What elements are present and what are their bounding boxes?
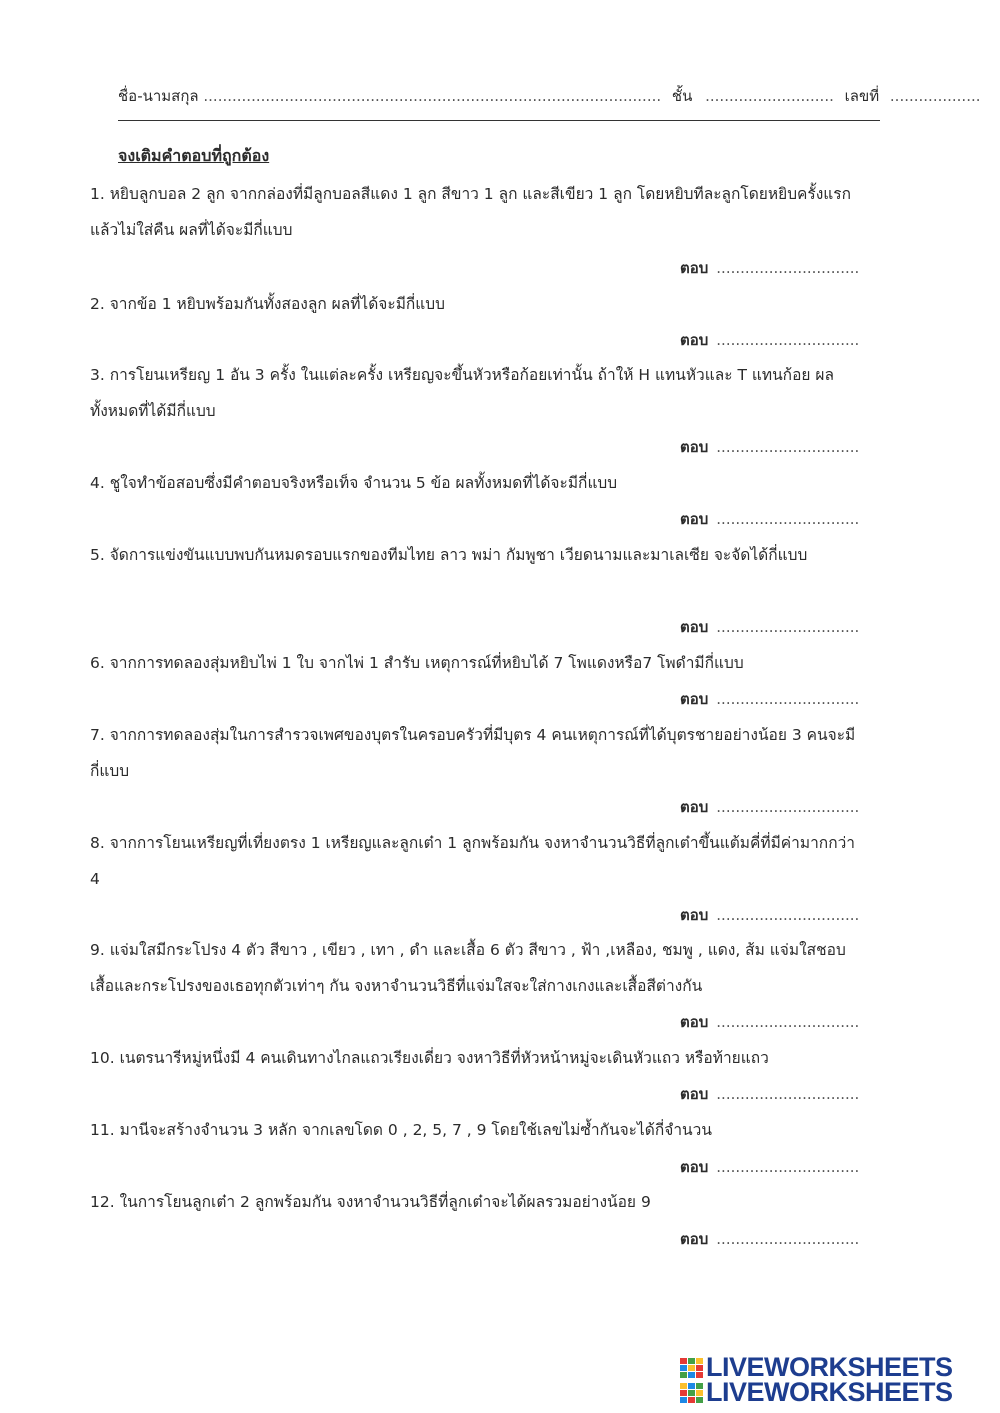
liveworksheets-logo (680, 1352, 980, 1407)
question-12: 12. ในการโยนลูกเต๋า 2 ลูกพร้อมกัน จงหาจำนวนวิธีที่ลูกเต๋าจะได้ผลรวมอย่างน้อย 9 (90, 1193, 651, 1211)
logo-blocks-icon (680, 1358, 703, 1378)
name-label: ชื่อ-นามสกุล (118, 87, 199, 105)
logo-row-2 (680, 1377, 980, 1407)
answer-label: ตอบ (680, 1158, 709, 1176)
question-10: 10. เนตรนารีหมู่หนึ่งมี 4 คนเดินทางไกลแถวเรียงเดี่ยว จงหาวิธีที่หัวหน้าหมู่จะเดินหัวแถว หรือท้ายแถว (90, 1049, 769, 1067)
student-info-header (118, 86, 981, 106)
question-6: 6. จากการทดลองสุ่มหยิบไพ่ 1 ใบ จากไพ่ 1 สำรับ เหตุการณ์ที่หยิบได้ 7 โพแดงหรือ7 โพดำมีกี่แบบ (90, 654, 744, 672)
answer-3[interactable] (680, 437, 870, 457)
instruction-heading: จงเติมคำตอบที่ถูกต้อง (118, 146, 270, 165)
question-4: 4. ชูใจทำข้อสอบซึ่งมีคำตอบจริงหรือเท็จ จำนวน 5 ข้อ ผลทั้งหมดที่ได้จะมีกี่แบบ (90, 474, 618, 492)
logo-blocks-icon (680, 1383, 703, 1403)
answer-field[interactable]: .............................. (716, 798, 860, 816)
answer-10[interactable] (680, 1084, 870, 1104)
answer-field[interactable]: .............................. (716, 1230, 860, 1248)
answer-1[interactable] (680, 258, 870, 278)
answer-label: ตอบ (680, 510, 709, 528)
class-field[interactable]: ........................... (705, 87, 834, 105)
answer-field[interactable]: .............................. (716, 438, 860, 456)
answer-label: ตอบ (680, 259, 709, 277)
number-label: เลขที่ (844, 87, 880, 105)
header-divider (118, 120, 880, 121)
answer-12[interactable] (680, 1229, 870, 1249)
answer-8[interactable] (680, 905, 870, 925)
answer-label: ตอบ (680, 798, 709, 816)
answer-label: ตอบ (680, 1085, 709, 1103)
answer-label: ตอบ (680, 1013, 709, 1031)
answer-6[interactable] (680, 689, 870, 709)
answer-field[interactable]: .............................. (716, 1158, 860, 1176)
answer-label: ตอบ (680, 690, 709, 708)
answer-9[interactable] (680, 1012, 870, 1032)
answer-label: ตอบ (680, 331, 709, 349)
question-2: 2. จากข้อ 1 หยิบพร้อมกันทั้งสองลูก ผลที่ได้จะมีกี่แบบ (90, 295, 445, 313)
answer-field[interactable]: .............................. (716, 906, 860, 924)
answer-label: ตอบ (680, 906, 709, 924)
class-label: ชั้น (671, 87, 693, 105)
answer-field[interactable]: .............................. (716, 1013, 860, 1031)
answer-field[interactable]: .............................. (716, 331, 860, 349)
answer-field[interactable]: .............................. (716, 510, 860, 528)
answer-field[interactable]: .............................. (716, 259, 860, 277)
answer-field[interactable]: .............................. (716, 618, 860, 636)
logo-text: LIVEWORKSHEETS (706, 1352, 953, 1382)
answer-7[interactable] (680, 797, 870, 817)
name-field[interactable]: ................................................................................................ (203, 87, 662, 105)
number-field[interactable]: ................... (889, 87, 981, 105)
question-3: 3. การโยนเหรียญ 1 อัน 3 ครั้ง ในแต่ละครั้ง เหรียญจะขึ้นหัวหรือก้อยเท่านั้น ถ้าให้ H แทนหัวและ T แทนก้อย ผลทั้งหมดที่ได้มีกี่แบบ (90, 366, 834, 420)
logo-text: LIVEWORKSHEETS (706, 1377, 953, 1407)
question-1: 1. หยิบลูกบอล 2 ลูก จากกล่องที่มีลูกบอลสีแดง 1 ลูก สีขาว 1 ลูก และสีเขียว 1 ลูก โดยหยิบทีละลูกโดยหยิบครั้งแรกแล้วไม่ใส่คืน ผลที่ได้จะมีกี่แบบ (90, 185, 851, 239)
answer-4[interactable] (680, 509, 870, 529)
question-9: 9. แจ่มใสมีกระโปรง 4 ตัว สีขาว , เขียว , เทา , ดำ และเสื้อ 6 ตัว สีขาว , ฟ้า ,เหลือง, ชมพู , แดง, ส้ม แจ่มใสชอบเสื้อและกระโปรงของเธอทุกตัวเท่าๆ กัน จงหาจำนวนวิธีที่แจ่มใสจะใส่กางเกงและเสื้อสีต่างกัน (90, 941, 846, 995)
question-7: 7. จากการทดลองสุ่มในการสำรวจเพศของบุตรในครอบครัวที่มีบุตร 4 คนเหตุการณ์ที่ได้บุตรชายอย่างน้อย 3 คนจะมีกี่แบบ (90, 726, 856, 780)
answer-5[interactable] (680, 617, 870, 637)
answer-11[interactable] (680, 1157, 870, 1177)
answer-field[interactable]: .............................. (716, 690, 860, 708)
answer-field[interactable]: .............................. (716, 1085, 860, 1103)
question-8: 8. จากการโยนเหรียญที่เที่ยงตรง 1 เหรียญและลูกเต๋า 1 ลูกพร้อมกัน จงหาจำนวนวิธีที่ลูกเต๋าขึ้นแต้มคี่ที่มีค่ามากกว่า 4 (90, 834, 855, 888)
answer-label: ตอบ (680, 618, 709, 636)
answer-label: ตอบ (680, 1230, 709, 1248)
question-11: 11. มานีจะสร้างจำนวน 3 หลัก จากเลขโดด 0 , 2, 5, 7 , 9 โดยใช้เลขไม่ซ้ำกันจะได้กี่จำนวน (90, 1121, 712, 1139)
question-5: 5. จัดการแข่งขันแบบพบกันหมดรอบแรกของทีมไทย ลาว พม่า กัมพูชา เวียดนามและมาเลเซีย จะจัดได้กี่แบบ (90, 546, 808, 564)
answer-label: ตอบ (680, 438, 709, 456)
answer-2[interactable] (680, 330, 870, 350)
